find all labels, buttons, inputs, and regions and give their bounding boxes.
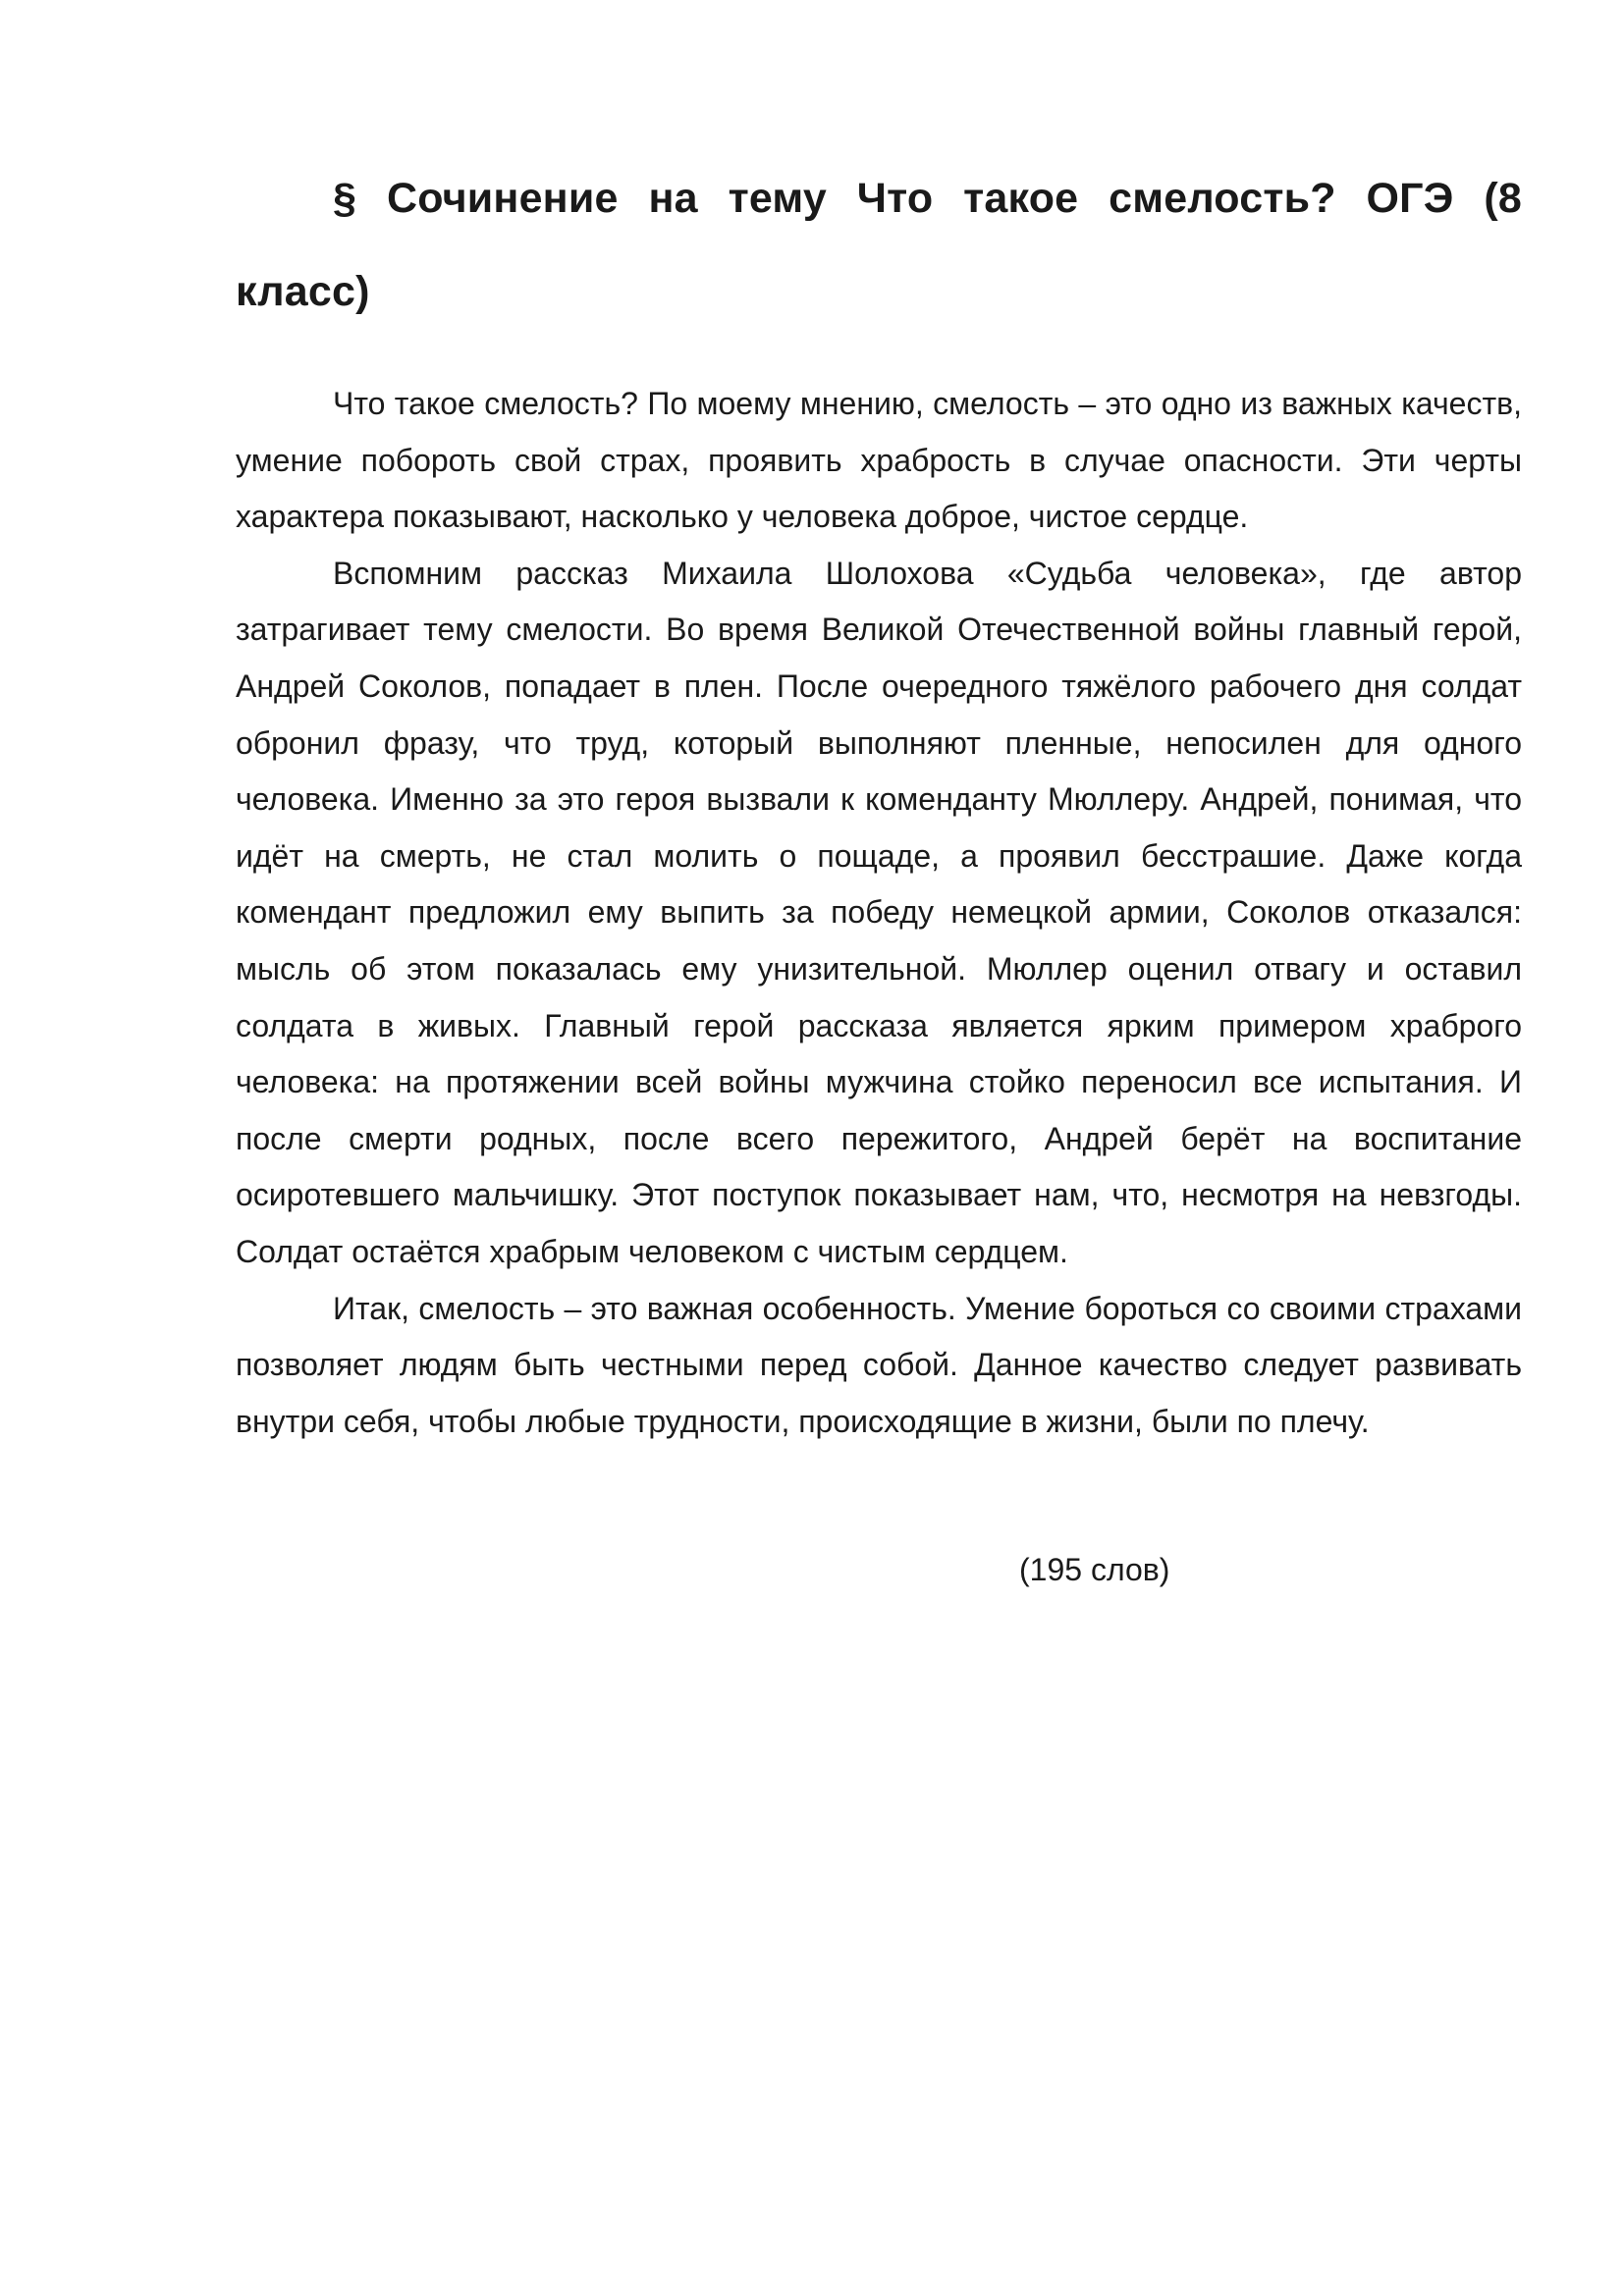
essay-paragraph-intro: Что такое смелость? По моему мнению, смелость – это одно из важных качеств, умение побороть свой страх, проявить храбрость в случае опасности. Эти черты характера показывают, насколько у человека доброе, чистое сердце. [236, 386, 1522, 535]
document-title: § Сочинение на тему Что такое смелость? ОГЭ (8 класс) [236, 175, 1522, 315]
essay-body [236, 376, 1522, 1450]
essay-paragraph-argument: Вспомним рассказ Михаила Шолохова «Судьба человека», где автор затрагивает тему смелости. Во время Великой Отечественной войны главный герой, Андрей Соколов, попадает в плен. После очередного тяжёлого рабочего дня солдат обронил фразу, что труд, который выполняют пленные, непосилен для одного человека. Именно за это героя вызвали к коменданту Мюллеру. Андрей, понимая, что идёт на смерть, не стал молить о пощаде, а проявил бесстрашие. Даже когда комендант предложил ему выпить за победу немецкой армии, Соколов отказался: мысль об этом показалась ему унизительной. Мюллер оценил отвагу и оставил солдата в живых. Главный герой рассказа является ярким примером храброго человека: на протяжении всей войны мужчина стойко переносил все испытания. И после смерти родных, после всего пережитого, Андрей берёт на воспитание осиротевшего мальчишку. Этот поступок показывает нам, что, несмотря на невзгоды. Солдат остаётся храбрым человеком с чистым сердцем. [236, 555, 1522, 1269]
word-count: (195 слов) [1019, 1552, 1170, 1587]
essay-paragraph-conclusion: Итак, смелость – это важная особенность. Умение бороться со своими страхами позволяет людям быть честными перед собой. Данное качество следует развивать внутри себя, чтобы любые трудности, происходящие в жизни, были по плечу. [236, 1290, 1522, 1439]
